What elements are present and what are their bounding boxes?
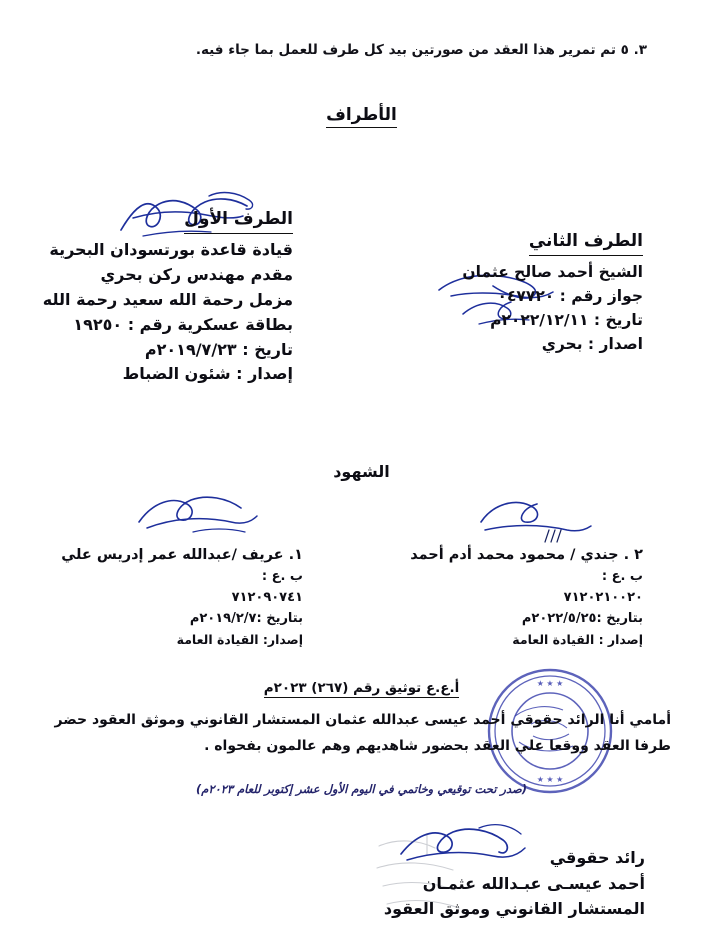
witness-2-id-label: ب .ع : — [601, 569, 643, 585]
svg-text:★ ★ ★: ★ ★ ★ — [536, 679, 564, 688]
party-first-block — [33, 206, 293, 387]
witness-2-block — [393, 544, 643, 650]
parties-heading-text: الأطراف — [326, 105, 397, 128]
notary-signer-name: أحمد عيسـى عبـدالله عثمـان — [422, 873, 645, 893]
party-first-line-3: مزمل رحمة الله سعيد رحمة الله — [42, 289, 293, 309]
party-second-block — [383, 228, 643, 356]
party-first-line-6: إصدار : شئون الضباط — [122, 364, 293, 384]
notary-signer-rank: رائد حقوقي — [549, 848, 645, 867]
witness-1-issuer: إصدار: القيادة العامة — [176, 631, 303, 647]
witness-2-date: بتاريخ :٢٠٢٢/٥/٢٥م — [521, 610, 643, 626]
notary-statement: أمامي أنا الرائد حقوقي أحمد عيسى عبدالله عثمان المستشار القانوني وموثق العقود حضر طرفا العقد ووقعا علي العقد بحضور شاهديهم وهم عالمون بفحواه . — [54, 712, 671, 754]
notary-signer-title: المستشار القانوني وموثق العقود — [383, 899, 645, 919]
party-second-line-3: تاريخ : ٢٠٢٢/١٢/١١م — [490, 311, 643, 330]
party-first-line-5: تاريخ : ٢٠١٩/٧/٢٣م — [144, 339, 293, 359]
intro-clause: ٣. ٥ تم تمرير هذا العقد من صورتين بيد كل طرف للعمل بما جاء فيه. — [195, 42, 647, 58]
witness-1-id-label: ب .ع : — [261, 569, 303, 585]
witness-2-signature — [475, 492, 595, 550]
party-first-line-2: مقدم مهندس ركن بحري — [100, 265, 293, 285]
svg-text:★ ★ ★: ★ ★ ★ — [536, 775, 564, 784]
notary-signer-block — [355, 845, 645, 922]
parties-heading — [0, 105, 723, 125]
party-first-line-4: بطاقة عسكرية رقم : ١٩٢٥٠ — [73, 314, 293, 334]
witness-2-name: ٢ . جندي / محمود محمد أدم أحمد — [410, 547, 643, 563]
witnesses-heading: الشهود — [333, 462, 390, 481]
party-second-title: الطرف الثاني — [529, 228, 643, 256]
party-second-line-2: جواز رقم : ٠٤٧٧٢٠ — [497, 287, 643, 306]
notary-reference — [0, 680, 723, 696]
party-second-line-1: الشيخ أحمد صالح عثمان — [462, 263, 643, 282]
witness-2-issuer: إصدار : القيادة العامة — [512, 631, 643, 647]
notary-handwritten-note: (صدر تحت توقيعي وخاتمي في اليوم الأول عشر إكتوبر للعام ٢٠٢٣م) — [195, 782, 528, 796]
witness-1-name: ١. عريف /عبدالله عمر إدريس علي — [61, 547, 303, 563]
party-first-title: الطرف الأول — [184, 206, 293, 234]
party-second-line-4: اصدار : بحري — [541, 335, 643, 354]
party-first-line-1: قيادة قاعدة بورتسودان البحرية — [49, 240, 293, 260]
witness-1-date: بتاريخ :٢٠١٩/٢/٧م — [189, 610, 303, 626]
notary-reference-text: أ.ع.ع توثيق رقم (٢٦٧) ٢٠٢٣م — [263, 680, 460, 696]
witness-1-id-value: ٧١٢٠٩٠٧٤١ — [231, 589, 303, 605]
witness-1-signature — [133, 488, 263, 544]
witness-2-id-value: ٧١٢٠٢١٠٠٢٠ — [563, 589, 643, 605]
witness-1-block — [53, 544, 303, 650]
